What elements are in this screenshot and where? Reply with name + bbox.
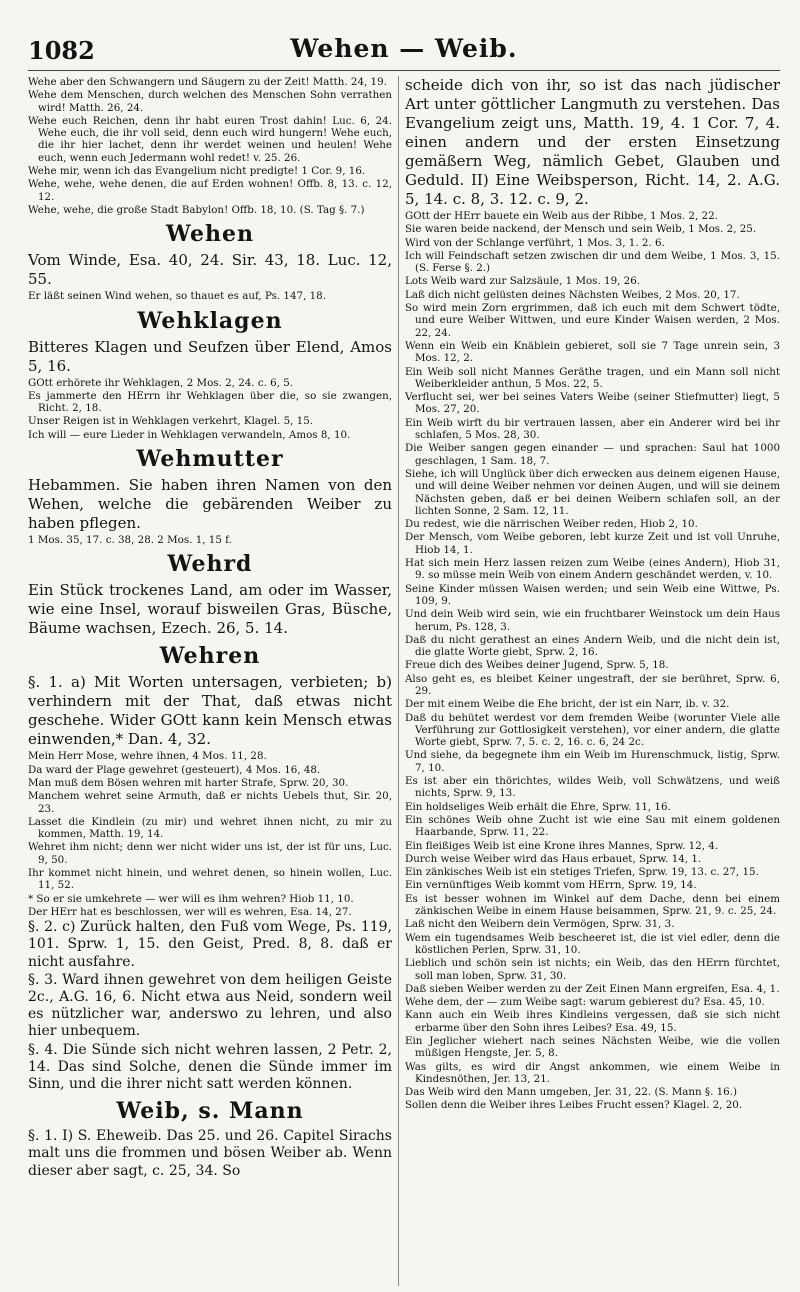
citation-paragraph: Siehe, ich will Unglück über dich erwecken aus deinem eigenen Hause, und will deine Weiber nehmen vor deinen Augen, und will sie deinem Nächsten geben, daß er bei deinen Weibern schlafen soll, an der lichten Sonne, 2 Sam. 12, 11. — [405, 467, 780, 517]
citation-paragraph: Seine Kinder müssen Waisen werden; und sein Weib eine Wittwe, Ps. 109, 9. — [405, 582, 780, 607]
citation-paragraph: Unser Reigen ist in Wehklagen verkehrt, Klagel. 5, 15. — [28, 415, 314, 428]
citation-paragraph: Laß nicht den Weibern dein Vermögen, Sprw. 31, 3. — [405, 918, 675, 931]
entry-heading: Wehren — [159, 643, 261, 670]
dictionary-page — [28, 34, 780, 1179]
citation-paragraph: Wird von der Schlange verführt, 1 Mos. 3, 1. 2. 6. — [405, 236, 665, 249]
citation-paragraph: Wehe, wehe, wehe denen, die auf Erden wohnen! Offb. 8, 13. c. 12, 12. — [28, 178, 392, 203]
citation-paragraph: Sollen denn die Weiber ihres Leibes Frucht essen? Klagel. 2, 20. — [405, 1099, 743, 1112]
citation-paragraph: Ich will Feindschaft setzen zwischen dir und dem Weibe, 1 Mos. 3, 15. (S. Ferse §. 2.) — [405, 249, 780, 275]
entry-heading: Wehmutter — [136, 446, 284, 473]
citation-paragraph: Lasset die Kindlein (zu mir) und wehret ihnen nicht, zu mir zu kommen, Matth. 19, 14. — [28, 815, 392, 841]
citation-paragraph: Es jammerte den HErrn ihr Wehklagen über die, so sie zwangen, Richt. 2, 18. — [28, 389, 392, 415]
citation-paragraph: Sie waren beide nackend, der Mensch und sein Weib, 1 Mos. 2, 25. — [405, 223, 757, 236]
citation-paragraph: Ein schönes Weib ohne Zucht ist wie eine Sau mit einem goldenen Haarbande, Sprw. 11, 22. — [405, 813, 780, 839]
citation-paragraph: Durch weise Weiber wird das Haus erbauet, Sprw. 14, 1. — [405, 852, 702, 865]
citation-paragraph: Ein Weib soll nicht Mannes Geräthe tragen, und ein Mann soll nicht Weiberkleider anthun, 5 Mos. 22, 5. — [405, 365, 780, 390]
citation-paragraph: Wenn ein Weib ein Knäblein gebieret, soll sie 7 Tage unrein sein, 3 Mos. 12, 2. — [405, 339, 780, 365]
citation-paragraph: Wehret ihm nicht; denn wer nicht wider uns ist, der ist für uns, Luc. 9, 50. — [28, 841, 392, 866]
citation-paragraph: Er läßt seinen Wind wehen, so thauet es auf, Ps. 147, 18. — [28, 290, 327, 303]
left-column — [28, 76, 392, 1181]
citation-paragraph: Wem ein tugendsames Weib bescheeret ist, die ist viel edler, denn die köstlichen Perlen, Sprw. 31, 10. — [405, 931, 780, 956]
definition-paragraph: Hebammen. Sie haben ihren Namen von den Wehen, welche die gebärenden Weiber zu haben pflegen. — [28, 476, 392, 533]
citation-paragraph: Ihr kommet nicht hinein, und wehret denen, so hinein wollen, Luc. 11, 52. — [28, 867, 392, 892]
definition-paragraph: §. 2. c) Zurück halten, den Fuß vom Wege, Ps. 119, 101. Sprw. 1, 15. den Geist, Pred. 8, 8. daß er nicht ausfahre. — [28, 919, 392, 970]
citation-paragraph: Der mit einem Weibe die Ehe bricht, der ist ein Narr, ib. v. 32. — [405, 698, 730, 711]
citation-paragraph: Da ward der Plage gewehret (gesteuert), 4 Mos. 16, 48. — [28, 763, 321, 776]
citation-paragraph: Laß dich nicht gelüsten deines Nächsten Weibes, 2 Mos. 20, 17. — [405, 288, 740, 301]
citation-paragraph: Wehe aber den Schwangern und Säugern zu der Zeit! Matth. 24, 19. — [28, 76, 387, 88]
definition-paragraph: §. 1. I) S. Eheweib. Das 25. und 26. Capitel Sirachs malt uns die frommen und bösen Weiber ab. Wenn dieser aber sagt, c. 25, 34. So — [28, 1128, 392, 1179]
citation-paragraph: Der Mensch, vom Weibe geboren, lebt kurze Zeit und ist voll Unruhe, Hiob 14, 1. — [405, 531, 780, 556]
definition-paragraph: Vom Winde, Esa. 40, 24. Sir. 43, 18. Luc. 12, 55. — [28, 251, 392, 289]
citation-paragraph: Daß du behütet werdest vor dem fremden Weibe (worunter Viele alle Verführung zur Gottlosigkeit verstehen), vor einer andern, die glatte Worte giebt, Sprw. 7, 5. c. 2, 16. c. 6, 24 2c. — [405, 711, 780, 749]
citation-paragraph: Freue dich des Weibes deiner Jugend, Sprw. 5, 18. — [405, 659, 669, 672]
citation-paragraph: Der HErr hat es beschlossen, wer will es wehren, Esa. 14, 27. — [28, 905, 352, 918]
citation-paragraph: GOtt der HErr bauete ein Weib aus der Ribbe, 1 Mos. 2, 22. — [405, 210, 718, 222]
definition-paragraph: Bitteres Klagen und Seufzen über Elend, Amos 5, 16. — [28, 337, 392, 375]
citation-paragraph: Mein Herr Mose, wehre ihnen, 4 Mos. 11, 28. — [28, 750, 267, 763]
citation-paragraph: Hat sich mein Herz lassen reizen zum Weibe (eines Andern), Hiob 31, 9. so müsse mein Weib von einem Andern geschändet werden, v. 10. — [405, 557, 780, 582]
citation-paragraph: Ein fleißiges Weib ist eine Krone ihres Mannes, Sprw. 12, 4. — [405, 839, 719, 852]
citation-paragraph: Und siehe, da begegnete ihm ein Weib im Hurenschmuck, listig, Sprw. 7, 10. — [405, 749, 780, 774]
definition-paragraph: scheide dich von ihr, so ist das nach jüdischer Art unter göttlicher Langmuth zu verstehen. Das Evangelium zeigt uns, Matth. 19, 4. 1 Cor. 7, 4. einen andern und der ersten Einsetzung gemäßern Weg, nämlich Gebet, Glauben und Geduld. II) Eine Weibsperson, Richt. 14, 2. A.G. 5, 14. c. 8, 3. 12. c. 9, 2. — [405, 76, 780, 208]
citation-paragraph: Wehe dem, der — zum Weibe sagt: warum gebierest du? Esa. 45, 10. — [405, 996, 765, 1009]
citation-paragraph: Lieblich und schön sein ist nichts; ein Weib, das den HErrn fürchtet, soll man loben, Sprw. 31, 30. — [405, 957, 780, 982]
definition-paragraph: Ein Stück trockenes Land, am oder im Wasser, wie eine Insel, worauf bisweilen Gras, Büsche, Bäume wachsen, Ezech. 26, 5. 14. — [28, 581, 392, 638]
definition-paragraph: §. 3. Ward ihnen gewehret von dem heiligen Geiste 2c., A.G. 16, 6. Nicht etwa aus Neid, sondern weil es nützlicher war, anderswo zu lehren, und also hier unbequem. — [28, 971, 392, 1040]
citation-paragraph: Es ist aber ein thörichtes, wildes Weib, voll Schwätzens, und weiß nichts, Sprw. 9, 13. — [405, 775, 780, 800]
citation-paragraph: Manchem wehret seine Armuth, daß er nichts Uebels thut, Sir. 20, 23. — [28, 790, 392, 815]
citation-paragraph: Ein vernünftiges Weib kommt vom HErrn, Sprw. 19, 14. — [405, 879, 697, 892]
citation-paragraph: GOtt erhörete ihr Wehklagen, 2 Mos. 2, 24. c. 6, 5. — [28, 376, 294, 389]
citation-paragraph: Wehe mir, wenn ich das Evangelium nicht predigte! 1 Cor. 9, 16. — [28, 165, 366, 178]
citation-paragraph: Und dein Weib wird sein, wie ein fruchtbarer Weinstock um dein Haus herum, Ps. 128, 3. — [405, 608, 780, 633]
entry-heading: Weib, s. Mann — [116, 1098, 304, 1125]
citation-paragraph: Kann auch ein Weib ihres Kindleins vergessen, daß sie sich nicht erbarme über den Sohn ihres Leibes? Esa. 49, 15. — [405, 1009, 780, 1034]
citation-paragraph: Ein Jeglicher wiehert nach seines Nächsten Weibe, wie die vollen müßigen Hengste, Jer. 5, 8. — [405, 1035, 780, 1060]
citation-paragraph: * So er sie umkehrete — wer will es ihm wehren? Hiob 11, 10. — [28, 892, 354, 905]
citation-paragraph: Wehe euch Reichen, denn ihr habt euren Trost dahin! Luc. 6, 24. Wehe euch, die ihr voll seid, denn euch wird hungern! Wehe euch, die ihr hier lachet, denn ihr werdet weinen und heulen! Wehe euch, wenn euch Jedermann wohl redet! v. 25. 26. — [28, 114, 392, 164]
citation-paragraph: Also geht es, es bleibet Keiner ungestraft, der sie berühret, Sprw. 6, 29. — [405, 672, 780, 697]
citation-paragraph: Ich will — eure Lieder in Wehklagen verwandeln, Amos 8, 10. — [28, 428, 351, 441]
citation-paragraph: Ein holdseliges Weib erhält die Ehre, Sprw. 11, 16. — [405, 800, 671, 813]
citation-paragraph: Du redest, wie die närrischen Weiber reden, Hiob 2, 10. — [405, 518, 698, 531]
citation-paragraph: Das Weib wird den Mann umgeben, Jer. 31, 22. (S. Mann §. 16.) — [405, 1086, 738, 1099]
citation-paragraph: Was gilts, es wird dir Angst ankommen, wie einem Weibe in Kindesnöthen, Jer. 13, 21. — [405, 1060, 780, 1085]
page-header — [28, 34, 780, 71]
column-divider — [398, 76, 399, 1286]
citation-paragraph: Wehe, wehe, die große Stadt Babylon! Offb. 18, 10. (S. Tag §. 7.) — [28, 203, 365, 216]
citation-paragraph: Man muß dem Bösen wehren mit harter Strafe, Sprw. 20, 30. — [28, 776, 349, 789]
citation-paragraph: Die Weiber sangen gegen einander — und sprachen: Saul hat 1000 geschlagen, 1 Sam. 18, 7. — [405, 442, 780, 467]
citation-paragraph: Verflucht sei, wer bei seines Vaters Weibe (seiner Stiefmutter) liegt, 5 Mos. 27, 20. — [405, 391, 780, 416]
citation-paragraph: Es ist besser wohnen im Winkel auf dem Dache, denn bei einem zänkischen Weibe in einem Hause beisammen, Sprw. 21, 9. c. 25, 24. — [405, 892, 780, 918]
citation-paragraph: Lots Weib ward zur Salzsäule, 1 Mos. 19, 26. — [405, 275, 641, 288]
entry-heading: Wehklagen — [137, 307, 283, 334]
definition-paragraph: §. 1. a) Mit Worten untersagen, verbieten; b) verhindern mit der That, daß etwas nicht geschehe. Wider GOtt kann kein Mensch etwas einwenden,* Dan. 4, 32. — [28, 673, 392, 749]
citation-paragraph: Ein zänkisches Weib ist ein stetiges Triefen, Sprw. 19, 13. c. 27, 15. — [405, 866, 759, 879]
definition-paragraph: §. 4. Die Sünde sich nicht wehren lassen, 2 Petr. 2, 14. Das sind Solche, denen die Sünde immer im Sinn, und die ihrer nicht satt werden können. — [28, 1041, 392, 1093]
right-column — [405, 76, 780, 1113]
citation-paragraph: Daß du nicht gerathest an eines Andern Weib, und die nicht dein ist, die glatte Worte giebt, Sprw. 2, 16. — [405, 633, 780, 659]
citation-paragraph: 1 Mos. 35, 17. c. 38, 28. 2 Mos. 1, 15 f. — [28, 534, 232, 547]
citation-paragraph: So wird mein Zorn ergrimmen, daß ich euch mit dem Schwert tödte, und eure Weiber Wittwen, und eure Kinder Waisen werden, 2 Mos. 22, 24. — [405, 302, 780, 339]
citation-paragraph: Ein Weib wirft du bir vertrauen lassen, aber ein Anderer wird bei ihr schlafen, 5 Mos. 28, 30. — [405, 416, 780, 442]
entry-heading: Wehen — [166, 221, 254, 248]
running-title: Wehen — Weib. — [290, 34, 518, 63]
page-number: 1082 — [28, 36, 95, 65]
entry-heading: Wehrd — [167, 551, 253, 578]
citation-paragraph: Daß sieben Weiber werden zu der Zeit Einen Mann ergreifen, Esa. 4, 1. — [405, 982, 780, 995]
citation-paragraph: Wehe dem Menschen, durch welchen des Menschen Sohn verrathen wird! Matth. 26, 24. — [28, 89, 392, 114]
